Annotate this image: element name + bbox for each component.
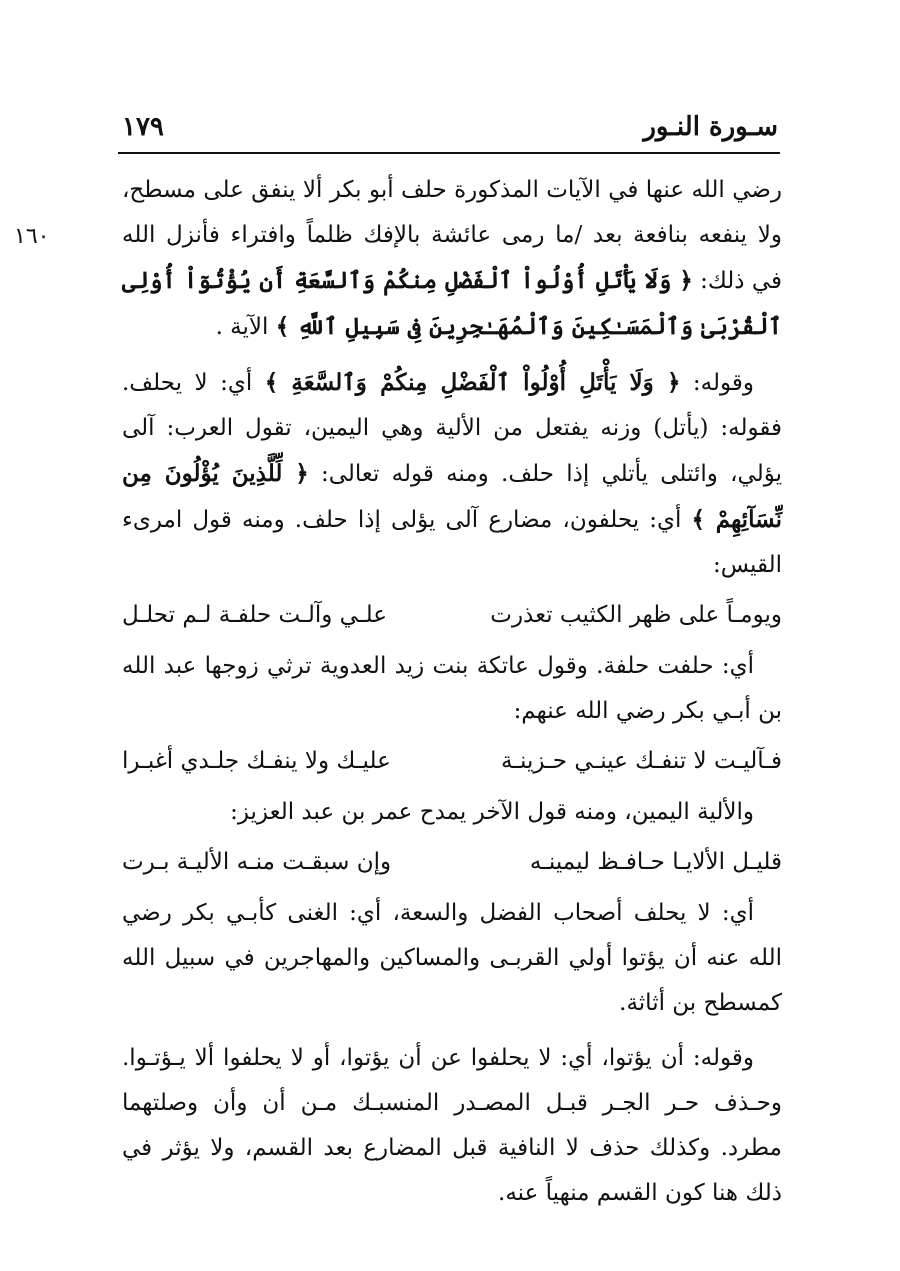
paragraph-1-end: الآية . (215, 314, 269, 340)
header-rule (118, 152, 780, 154)
paragraph-1-text: رضي الله عنها في الآيات المذكورة حلف أبو بكر ألا ينفق على مسطح، ولا ينفعه بنافعة بعد /ما رمى عائشة بالإفك ظلماً وافتراء فأنزل الله في ذلك: (122, 177, 783, 294)
paragraph-2-start: وقوله: (692, 370, 754, 396)
quran-quote-1: ﴿ وَلَا يَأْتَلِ أُوْلُواْ ٱلْفَضْلِ مِنكُمْ وَٱلسَّعَةِ أَن يُؤْتُوٓاْ أُوْلِى ٱلْقُرْبَىٰ وَٱلْمَسَـٰكِينَ وَٱلْمُهَـٰجِرِينَ فِى سَبِيلِ ٱللَّهِ ﴾ (122, 267, 782, 340)
paragraph-5: أي: لا يحلف أصحاب الفضل والسعة، أي: الغنى كأبـي بكر رضي الله عنه أن يؤتوا أولي القربـى والمساكين والمهاجرين في سبيل الله كمسطح بن أثاثة. (122, 900, 782, 1016)
quran-quote-2: ﴿ وَلَا يَأْتَلِ أُوْلُواْ ٱلْفَضْلِ مِنكُمْ وَٱلسَّعَةِ ﴾ (264, 369, 681, 396)
verse-3-first-hemistich: قليـل الألايـا حـافـظ ليمينـه (529, 849, 782, 875)
verse-1-first-hemistich: ويومـاً على ظهر الكثيب تعذرت (490, 602, 782, 628)
paragraph-1 (122, 168, 782, 350)
main-text (122, 168, 782, 1216)
verse-3-second-hemistich: وإن سبقـت منـه الأليـة بـرت (122, 849, 392, 875)
page-header (118, 112, 778, 152)
poetry-verse-1 (122, 592, 782, 638)
paragraph-2 (122, 360, 782, 588)
verse-2-first-hemistich: فـآليـت لا تنفـك عينـي حـزينـة (500, 748, 782, 774)
spacer (122, 1026, 782, 1036)
paragraph-3: أي: حلفت حلفة. وقول عاتكة بنت زيد العدوية ترثي زوجها عبد الله بن أبـي بكر رضي الله عنهم: (122, 653, 782, 724)
verse-2-second-hemistich: عليـك ولا ينفـك جلـدي أغبـرا (122, 748, 391, 774)
margin-reference-number: ١٦٠ (14, 224, 50, 249)
paragraph-6: وقوله: أن يؤتوا، أي: لا يحلفوا عن أن يؤتوا، أو لا يحلفوا ألا يـؤتـوا. وحـذف حـر الجـر قبـل المصـدر المنسبـك مـن أن وأن وصلتهما مطرد. وكذلك حذف لا النافية قبل المضارع بعد القسم، ولا يؤثر في ذلك هنا كون القسم منهياً عنه. (122, 1045, 782, 1206)
verse-1-second-hemistich: علـي وآلـت حلفـة لـم تحلـل (122, 602, 387, 628)
poetry-verse-3 (122, 839, 782, 885)
poetry-verse-2 (122, 738, 782, 784)
paragraph-2-end: أي: يحلفون، مضارع آلى يؤلى إذا حلف. ومنه قول امرىء القيس: (122, 507, 782, 578)
quran-quote-3: ﴿ لِّلَّذِينَ يُؤْلُونَ مِن نِّسَآئِهِمْ ﴾ (122, 460, 782, 533)
page-number: ١٧٩ (122, 112, 164, 142)
spacer (122, 350, 782, 360)
paragraph-2-middle: أي: لا يحلف. فقوله: (يأتل) وزنه يفتعل من الألية وهي اليمين، تقول العرب: آلى يؤلي، وائتلى يأتلي إذا حلف. ومنه قوله تعالى: (122, 370, 782, 487)
running-title: سـورة النـور (643, 112, 778, 142)
paragraph-4: والألية اليمين، ومنه قول الآخر يمدح عمر بن عبد العزيز: (230, 799, 754, 825)
